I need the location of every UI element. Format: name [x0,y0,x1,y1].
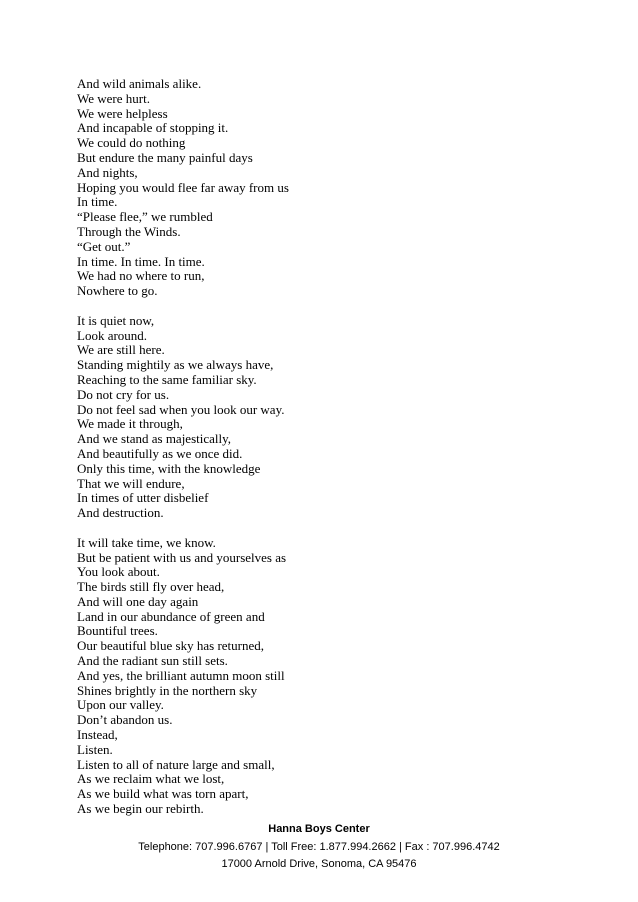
poem-line: The birds still fly over head, [77,579,225,595]
poem-line: We could do nothing [77,135,186,151]
poem-line: Do not feel sad when you look our way. [77,401,285,417]
footer-contact-line: Telephone: 707.996.6767 | Toll Free: 1.877.994.2662 | Fax : 707.996.4742 [138,840,500,853]
poem-line: Upon our valley. [77,697,164,713]
poem-stanza-1 [77,77,537,299]
poem-line: Reaching to the same familiar sky. [77,371,257,387]
poem-line: Listen. [77,741,113,757]
poem-line: In times of utter disbelief [77,490,209,506]
poem-line: But be patient with us and yourselves as [77,549,287,565]
poem-line: As we build what was torn apart, [77,786,249,802]
poem-line: Do not cry for us. [77,386,170,402]
poem-line: Listen to all of nature large and small, [77,756,275,772]
poem-body [77,77,537,817]
poem-line: Standing mightily as we always have, [77,357,274,373]
poem-line: And yes, the brilliant autumn moon still [77,667,285,683]
footer-address-line: 17000 Arnold Drive, Sonoma, CA 95476 [221,858,417,870]
poem-stanza-3 [77,536,537,817]
poem-line: Nowhere to go. [77,283,158,299]
poem-line: Through the Winds. [77,223,181,239]
poem-line: And the radiant sun still sets. [77,653,228,669]
poem-line: We were hurt. [77,90,150,106]
poem-line: We were helpless [77,105,168,121]
poem-line: It will take time, we know. [77,534,216,550]
poem-line: And we stand as majestically, [77,431,232,447]
poem-line: You look about. [77,564,160,580]
page-footer [0,821,638,874]
poem-line: In time. [77,194,118,210]
poem-line: Only this time, with the knowledge [77,460,261,476]
poem-line: Land in our abundance of green and [77,608,265,624]
poem-line: Bountiful trees. [77,623,158,639]
poem-line: That we will endure, [77,475,185,491]
poem-line: We made it through, [77,416,183,432]
poem-line: Our beautiful blue sky has returned, [77,638,265,654]
poem-line: Instead, [77,727,118,743]
poem-stanza-2 [77,314,537,521]
poem-line: As we reclaim what we lost, [77,771,225,787]
poem-line: We are still here. [77,342,165,358]
poem-line: We had no where to run, [77,268,205,284]
poem-line: Hoping you would flee far away from us [77,179,289,195]
poem-line: As we begin our rebirth. [77,801,204,817]
footer-org-name: Hanna Boys Center [268,823,370,835]
poem-line: “Please flee,” we rumbled [77,209,213,225]
poem-line: Don’t abandon us. [77,712,173,728]
poem-line: “Get out.” [77,238,131,254]
poem-line: And nights, [77,164,138,180]
poem-line: And wild animals alike. [77,76,202,91]
poem-line: And incapable of stopping it. [77,120,229,136]
poem-line: And beautifully as we once did. [77,445,243,461]
poem-line: Shines brightly in the northern sky [77,682,258,698]
poem-line: But endure the many painful days [77,149,253,165]
poem-line: Look around. [77,327,148,343]
poem-line: And destruction. [77,505,164,521]
poem-line: And will one day again [77,593,199,609]
poem-line: In time. In time. In time. [77,253,205,269]
poem-line: It is quiet now, [77,312,155,328]
